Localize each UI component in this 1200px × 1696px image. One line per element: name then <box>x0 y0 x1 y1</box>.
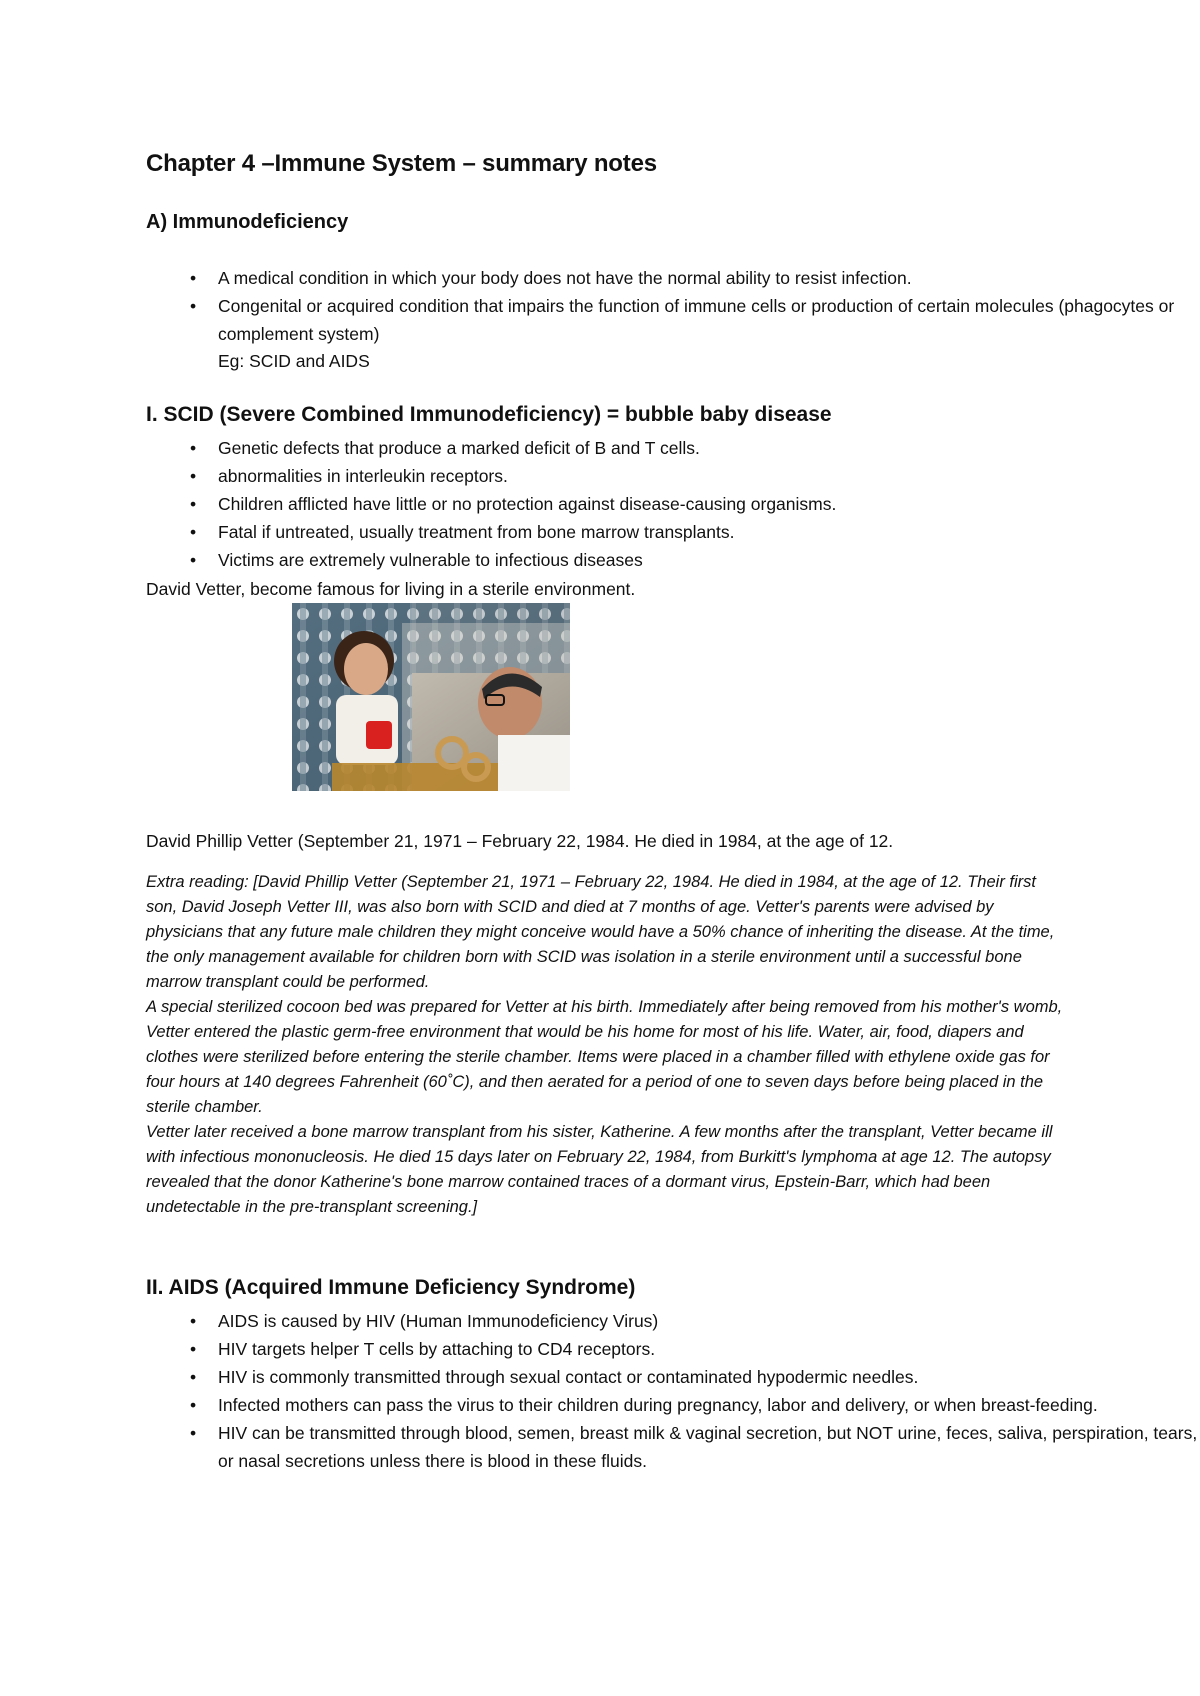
aids-list <box>146 1307 1200 1475</box>
list-item: • Fatal if untreated, usually treatment from bone marrow transplants. <box>146 518 1200 546</box>
list-item: • Congenital or acquired condition that impairs the function of immune cells or production of certain molecules (phagocytes or complement system) <box>146 292 1200 348</box>
aids-heading: II. AIDS (Acquired Immune Deficiency Syndrome) <box>146 1276 636 1299</box>
list-item: • HIV can be transmitted through blood, semen, breast milk & vaginal secretion, but NOT urine, feces, saliva, perspiration, tears, or nasal secretions unless there is blood in these fluids. <box>146 1419 1200 1475</box>
list-item: • Genetic defects that produce a marked deficit of B and T cells. <box>146 434 1200 462</box>
scid-list <box>146 434 1200 574</box>
section-a-example: Eg: SCID and AIDS <box>218 351 370 371</box>
extra-reading <box>146 870 1066 1220</box>
david-vetter-photo <box>292 603 570 791</box>
list-item: • Victims are extremely vulnerable to infectious diseases <box>146 546 1200 574</box>
list-item: • AIDS is caused by HIV (Human Immunodeficiency Virus) <box>146 1307 1200 1335</box>
section-a-list <box>146 264 1200 348</box>
list-item: • HIV is commonly transmitted through sexual contact or contaminated hypodermic needles. <box>146 1363 1200 1391</box>
scid-heading: I. SCID (Severe Combined Immunodeficiency) = bubble baby disease <box>146 403 832 426</box>
list-item: • Children afflicted have little or no protection against disease-causing organisms. <box>146 490 1200 518</box>
list-item: • abnormalities in interleukin receptors. <box>146 462 1200 490</box>
page-title: Chapter 4 –Immune System – summary notes <box>146 150 657 177</box>
list-item: • A medical condition in which your body does not have the normal ability to resist infection. <box>146 264 1200 292</box>
list-item: • HIV targets helper T cells by attaching to CD4 receptors. <box>146 1335 1200 1363</box>
list-item: • Infected mothers can pass the virus to their children during pregnancy, labor and delivery, or when breast-feeding. <box>146 1391 1200 1419</box>
extra-reading-paragraph: Extra reading: [David Phillip Vetter (September 21, 1971 – February 22, 1984. He died in 1984, at the age of 12. Their first son, David Joseph Vetter III, was also born with SCID and died at 7 months of age. Vetter's parents were advised by physicians that any future male children they might conceive would have a 50% chance of inheriting the disease. At the time, the only management available for children born with SCID was isolation in a sterile environment until a successful bone marrow transplant could be performed. <box>146 873 1055 991</box>
section-a-heading: A) Immunodeficiency <box>146 211 349 233</box>
extra-reading-paragraph: A special sterilized cocoon bed was prepared for Vetter at his birth. Immediately after being removed from his mother's womb, Vetter entered the plastic germ-free environment that would be his home for most of his life. Water, air, food, diapers and clothes were sterilized before entering the sterile chamber. Items were placed in a chamber filled with ethylene oxide gas for four hours at 140 degrees Fahrenheit (60˚C), and then aerated for a period of one to seven days before being placed in the sterile chamber. <box>146 998 1063 1116</box>
extra-reading-paragraph: Vetter later received a bone marrow transplant from his sister, Katherine. A few months after the transplant, Vetter became ill with infectious mononucleosis. He died 15 days later on February 22, 1984, from Burkitt's lymphoma at age 12. The autopsy revealed that the donor Katherine's bone marrow contained traces of a dormant virus, Epstein-Barr, which had been undetectable in the pre-transplant screening.] <box>146 1123 1053 1216</box>
scid-famous-line: David Vetter, become famous for living in a sterile environment. <box>146 579 636 599</box>
photo-illustration <box>292 603 570 791</box>
scid-bio-line: David Phillip Vetter (September 21, 1971 – February 22, 1984. He died in 1984, at the age of 12. <box>146 831 894 851</box>
